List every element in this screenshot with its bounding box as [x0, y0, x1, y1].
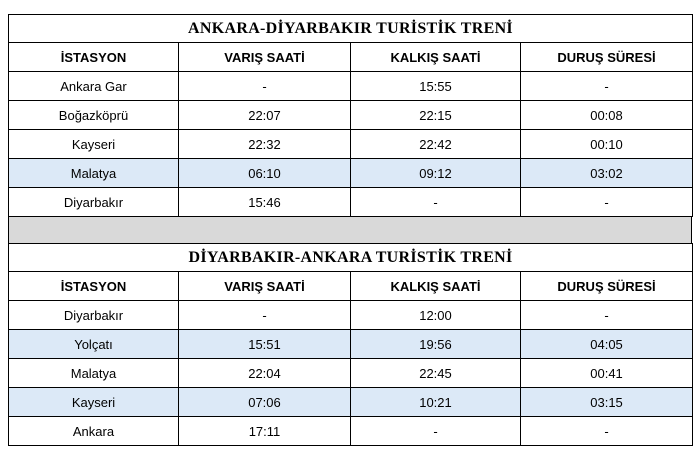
stop-cell: - [521, 301, 693, 330]
header-arrival: VARIŞ SAATİ [179, 43, 351, 72]
table-row [9, 301, 693, 330]
table-row [9, 101, 693, 130]
table-row-highlighted [9, 159, 693, 188]
table-row [9, 72, 693, 101]
departure-cell: 15:55 [351, 72, 521, 101]
stop-cell: - [521, 72, 693, 101]
table-row [9, 359, 693, 388]
departure-cell: 22:45 [351, 359, 521, 388]
station-cell: Malatya [9, 359, 179, 388]
stop-cell: 03:02 [521, 159, 693, 188]
station-cell: Malatya [9, 159, 179, 188]
table-row-highlighted [9, 388, 693, 417]
header-stop-duration: DURUŞ SÜRESİ [521, 272, 693, 301]
stop-cell: 00:41 [521, 359, 693, 388]
departure-cell: - [351, 188, 521, 217]
arrival-cell: - [179, 301, 351, 330]
header-arrival: VARIŞ SAATİ [179, 272, 351, 301]
arrival-cell: 22:32 [179, 130, 351, 159]
station-cell: Kayseri [9, 388, 179, 417]
header-departure: KALKIŞ SAATİ [351, 43, 521, 72]
stop-cell: 04:05 [521, 330, 693, 359]
departure-cell: 22:15 [351, 101, 521, 130]
arrival-cell: 22:07 [179, 101, 351, 130]
stop-cell: 00:08 [521, 101, 693, 130]
header-station: İSTASYON [9, 272, 179, 301]
station-cell: Diyarbakır [9, 188, 179, 217]
table-title: ANKARA-DİYARBAKIR TURİSTİK TRENİ [9, 15, 693, 43]
table-row [9, 188, 693, 217]
timetable-table-2 [8, 243, 693, 446]
header-departure: KALKIŞ SAATİ [351, 272, 521, 301]
table-row [9, 130, 693, 159]
table-separator [8, 217, 692, 243]
table-title-row [9, 244, 693, 272]
station-cell: Yolçatı [9, 330, 179, 359]
departure-cell: 22:42 [351, 130, 521, 159]
table-title: DİYARBAKIR-ANKARA TURİSTİK TRENİ [9, 244, 693, 272]
table-header-row [9, 272, 693, 301]
station-cell: Ankara [9, 417, 179, 446]
arrival-cell: 22:04 [179, 359, 351, 388]
stop-cell: - [521, 417, 693, 446]
table-title-row [9, 15, 693, 43]
timetable-table-1 [8, 14, 693, 217]
station-cell: Diyarbakır [9, 301, 179, 330]
arrival-cell: 15:51 [179, 330, 351, 359]
stop-cell: - [521, 188, 693, 217]
table-row-highlighted [9, 330, 693, 359]
departure-cell: 10:21 [351, 388, 521, 417]
timetable-document [8, 14, 692, 446]
stop-cell: 03:15 [521, 388, 693, 417]
station-cell: Ankara Gar [9, 72, 179, 101]
station-cell: Kayseri [9, 130, 179, 159]
arrival-cell: 17:11 [179, 417, 351, 446]
header-stop-duration: DURUŞ SÜRESİ [521, 43, 693, 72]
arrival-cell: 07:06 [179, 388, 351, 417]
arrival-cell: - [179, 72, 351, 101]
stop-cell: 00:10 [521, 130, 693, 159]
arrival-cell: 15:46 [179, 188, 351, 217]
departure-cell: 09:12 [351, 159, 521, 188]
header-station: İSTASYON [9, 43, 179, 72]
table-header-row [9, 43, 693, 72]
departure-cell: 19:56 [351, 330, 521, 359]
station-cell: Boğazköprü [9, 101, 179, 130]
departure-cell: 12:00 [351, 301, 521, 330]
arrival-cell: 06:10 [179, 159, 351, 188]
table-row [9, 417, 693, 446]
departure-cell: - [351, 417, 521, 446]
